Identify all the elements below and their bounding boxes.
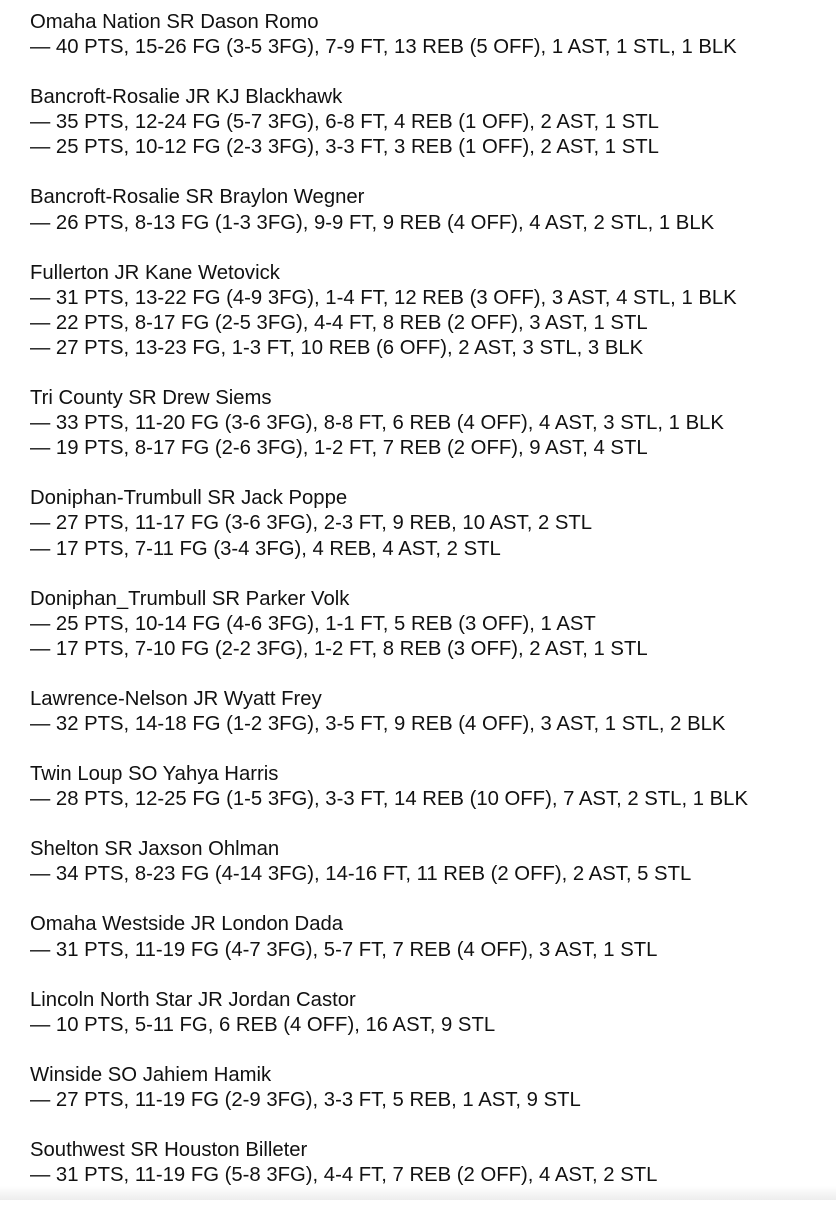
game-stat-line: — 40 PTS, 15-26 FG (3-5 3FG), 7-9 FT, 13 REB (5 OFF), 1 AST, 1 STL, 1 BLK (30, 36, 737, 59)
game-stat-line: — 32 PTS, 14-18 FG (1-2 3FG), 3-5 FT, 9 REB (4 OFF), 3 AST, 1 STL, 2 BLK (30, 712, 726, 735)
player-name: Southwest SR Houston Billeter (30, 1139, 308, 1161)
player-name: Omaha Westside JR London Dada (30, 913, 344, 936)
game-stat-line: — 27 PTS, 11-19 FG (2-9 3FG), 3-3 FT, 5 REB, 1 AST, 9 STL (30, 1088, 581, 1111)
player-name: Doniphan-Trumbull SR Jack Poppe (30, 487, 348, 510)
player-entry (30, 185, 836, 235)
player-name: Omaha Nation SR Dason Romo (30, 11, 319, 33)
game-stat-line: — 17 PTS, 7-10 FG (2-2 3FG), 1-2 FT, 8 REB (3 OFF), 2 AST, 1 STL (30, 637, 648, 660)
player-name: Winside SO Jahiem Hamik (30, 1063, 272, 1086)
player-entry (30, 486, 836, 561)
player-entry (30, 10, 836, 60)
game-stat-line: — 28 PTS, 12-25 FG (1-5 3FG), 3-3 FT, 14 REB (10 OFF), 7 AST, 2 STL, 1 BLK (30, 788, 748, 811)
player-entry (30, 912, 836, 962)
game-stat-line: — 10 PTS, 5-11 FG, 6 REB (4 OFF), 16 AST, 9 STL (30, 1013, 496, 1036)
player-entry (30, 386, 836, 461)
game-stat-line: — 31 PTS, 11-19 FG (4-7 3FG), 5-7 FT, 7 REB (4 OFF), 3 AST, 1 STL (30, 938, 658, 961)
player-name: Doniphan_Trumbull SR Parker Volk (30, 587, 350, 610)
player-name: Shelton SR Jaxson Ohlman (30, 838, 280, 861)
player-name: Bancroft-Rosalie SR Braylon Wegner (30, 186, 365, 209)
player-entry (30, 261, 836, 361)
game-stat-line: — 35 PTS, 12-24 FG (5-7 3FG), 6-8 FT, 4 REB (1 OFF), 2 AST, 1 STL (30, 111, 659, 134)
game-stat-line: — 26 PTS, 8-13 FG (1-3 3FG), 9-9 FT, 9 REB (4 OFF), 4 AST, 2 STL, 1 BLK (30, 211, 715, 234)
player-entry (30, 687, 836, 737)
game-stat-line: — 27 PTS, 11-17 FG (3-6 3FG), 2-3 FT, 9 REB, 10 AST, 2 STL (30, 512, 593, 535)
player-entry (30, 587, 836, 662)
game-stat-line: — 19 PTS, 8-17 FG (2-6 3FG), 1-2 FT, 7 REB (2 OFF), 9 AST, 4 STL (30, 437, 648, 460)
player-stat-list (30, 10, 836, 1213)
player-entry (30, 1063, 836, 1113)
player-entry (30, 1138, 836, 1188)
player-name: Bancroft-Rosalie JR KJ Blackhawk (30, 86, 343, 109)
bottom-edge-shadow (0, 1186, 836, 1200)
game-stat-line: — 33 PTS, 11-20 FG (3-6 3FG), 8-8 FT, 6 REB (4 OFF), 4 AST, 3 STL, 1 BLK (30, 412, 724, 435)
player-name: Lawrence-Nelson JR Wyatt Frey (30, 687, 322, 710)
player-name: Lincoln North Star JR Jordan Castor (30, 988, 356, 1011)
player-name: Fullerton JR Kane Wetovick (30, 261, 280, 284)
player-name: Tri County SR Drew Siems (30, 387, 272, 410)
game-stat-line: — 31 PTS, 13-22 FG (4-9 3FG), 1-4 FT, 12 REB (3 OFF), 3 AST, 4 STL, 1 BLK (30, 286, 737, 309)
player-entry (30, 762, 836, 812)
player-entry (30, 988, 836, 1038)
game-stat-line: — 25 PTS, 10-12 FG (2-3 3FG), 3-3 FT, 3 REB (1 OFF), 2 AST, 1 STL (30, 136, 659, 159)
game-stat-line: — 34 PTS, 8-23 FG (4-14 3FG), 14-16 FT, 11 REB (2 OFF), 2 AST, 5 STL (30, 863, 692, 886)
game-stat-line: — 22 PTS, 8-17 FG (2-5 3FG), 4-4 FT, 8 REB (2 OFF), 3 AST, 1 STL (30, 311, 648, 334)
game-stat-line: — 17 PTS, 7-11 FG (3-4 3FG), 4 REB, 4 AST, 2 STL (30, 537, 501, 560)
game-stat-line: — 27 PTS, 13-23 FG, 1-3 FT, 10 REB (6 OFF), 2 AST, 3 STL, 3 BLK (30, 336, 644, 359)
game-stat-line: — 25 PTS, 10-14 FG (4-6 3FG), 1-1 FT, 5 REB (3 OFF), 1 AST (30, 612, 596, 635)
player-entry (30, 837, 836, 887)
player-name: Twin Loup SO Yahya Harris (30, 763, 279, 786)
player-entry (30, 85, 836, 160)
game-stat-line: — 31 PTS, 11-19 FG (5-8 3FG), 4-4 FT, 7 REB (2 OFF), 4 AST, 2 STL (30, 1164, 658, 1187)
